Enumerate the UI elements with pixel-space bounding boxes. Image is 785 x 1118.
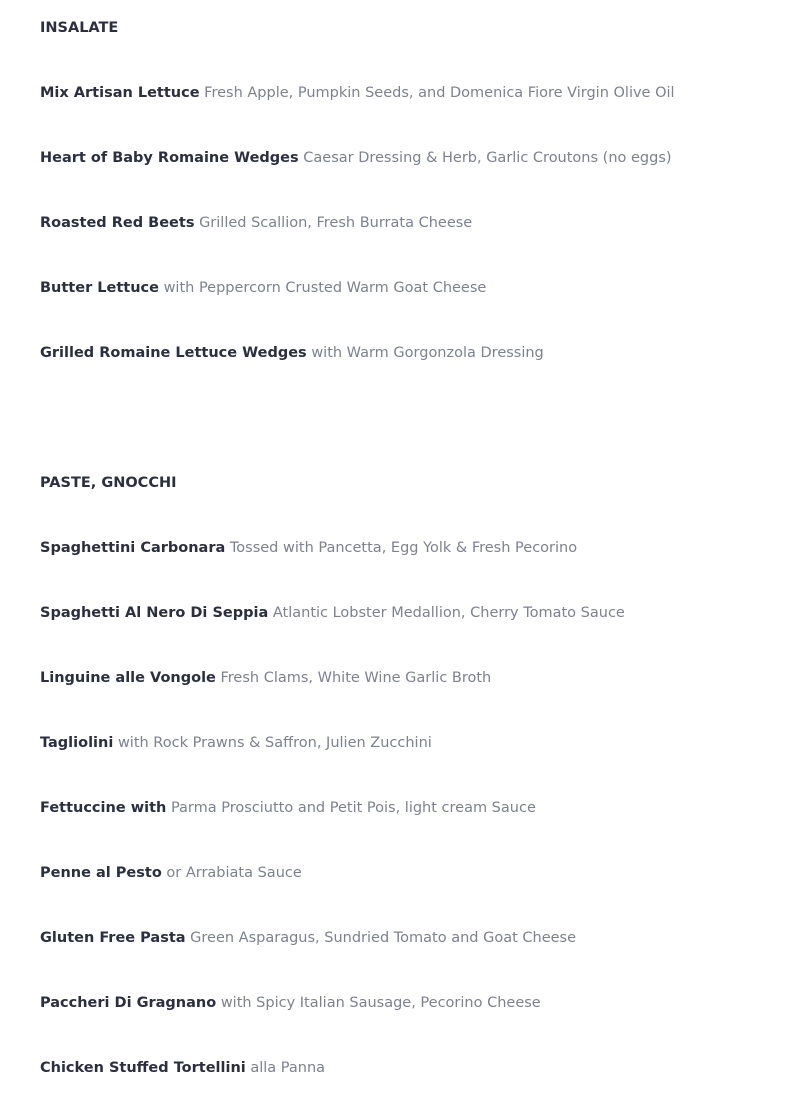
menu-item bbox=[40, 278, 765, 298]
item-description: Atlantic Lobster Medallion, Cherry Tomato Sauce bbox=[272, 605, 625, 621]
item-name: Heart of Baby Romaine Wedges bbox=[40, 150, 299, 166]
item-description: Fresh Clams, White Wine Garlic Broth bbox=[220, 670, 492, 686]
menu-item bbox=[40, 993, 765, 1013]
item-name: Penne al Pesto bbox=[40, 865, 162, 881]
menu-item bbox=[40, 213, 765, 233]
item-description: or Arrabiata Sauce bbox=[166, 865, 302, 881]
menu-section-paste-gnocchi bbox=[40, 473, 765, 1078]
menu-item-list bbox=[40, 83, 765, 363]
item-description: Parma Prosciutto and Petit Pois, light cream Sauce bbox=[170, 800, 536, 816]
menu-item bbox=[40, 83, 765, 103]
item-description: Grilled Scallion, Fresh Burrata Cheese bbox=[199, 215, 473, 231]
item-description: with Spicy Italian Sausage, Pecorino Cheese bbox=[220, 995, 541, 1011]
section-heading: PASTE, GNOCCHI bbox=[40, 475, 177, 491]
item-description: with Rock Prawns & Saffron, Julien Zucchini bbox=[117, 735, 432, 751]
item-description: Caesar Dressing & Herb, Garlic Croutons (no eggs) bbox=[303, 150, 672, 166]
menu-item bbox=[40, 733, 765, 753]
item-description: Tossed with Pancetta, Egg Yolk & Fresh Pecorino bbox=[229, 540, 578, 556]
menu-item bbox=[40, 798, 765, 818]
section-heading: INSALATE bbox=[40, 20, 119, 36]
item-name: Linguine alle Vongole bbox=[40, 670, 216, 686]
menu-item bbox=[40, 1058, 765, 1078]
menu-item bbox=[40, 668, 765, 688]
item-name: Tagliolini bbox=[40, 735, 114, 751]
menu-item bbox=[40, 148, 765, 168]
menu-section-insalate bbox=[40, 18, 765, 363]
menu-item bbox=[40, 538, 765, 558]
item-name: Chicken Stuffed Tortellini bbox=[40, 1060, 246, 1076]
item-description: with Peppercorn Crusted Warm Goat Cheese bbox=[163, 280, 487, 296]
item-name: Roasted Red Beets bbox=[40, 215, 195, 231]
item-description: with Warm Gorgonzola Dressing bbox=[311, 345, 544, 361]
item-description: Fresh Apple, Pumpkin Seeds, and Domenica Fiore Virgin Olive Oil bbox=[204, 85, 675, 101]
item-name: Fettuccine with bbox=[40, 800, 167, 816]
item-name: Grilled Romaine Lettuce Wedges bbox=[40, 345, 307, 361]
item-name: Paccheri Di Gragnano bbox=[40, 995, 217, 1011]
item-name: Mix Artisan Lettuce bbox=[40, 85, 200, 101]
item-description: Green Asparagus, Sundried Tomato and Goat Cheese bbox=[190, 930, 577, 946]
item-description: alla Panna bbox=[250, 1060, 326, 1076]
item-name: Gluten Free Pasta bbox=[40, 930, 186, 946]
menu-item bbox=[40, 928, 765, 948]
menu-item bbox=[40, 603, 765, 623]
item-name: Butter Lettuce bbox=[40, 280, 159, 296]
menu-item-list bbox=[40, 538, 765, 1078]
menu-item bbox=[40, 863, 765, 883]
item-name: Spaghetti Al Nero Di Seppia bbox=[40, 605, 269, 621]
item-name: Spaghettini Carbonara bbox=[40, 540, 226, 556]
menu-item bbox=[40, 343, 765, 363]
